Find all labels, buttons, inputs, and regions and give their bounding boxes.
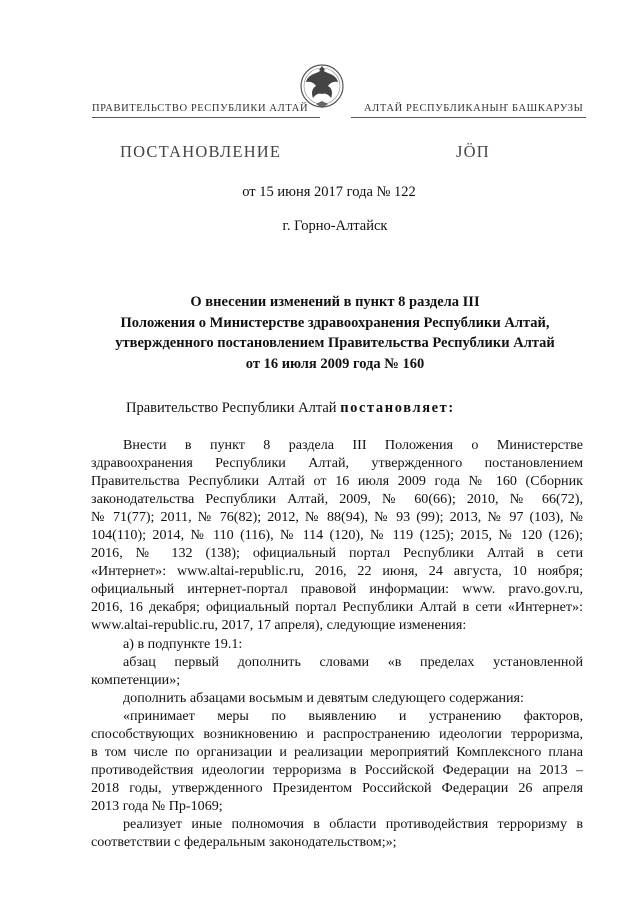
document-body [91, 436, 583, 851]
body-line: противодействия идеологии терроризма в Российской Федерации на 2013 – [91, 761, 583, 778]
document-place: г. Горно-Алтайск [282, 218, 388, 234]
body-line: Правительства Республики Алтай от 16 июля 2009 года № 160 (Сборник [91, 473, 583, 490]
preamble-emphasis: постановляет: [340, 400, 455, 416]
preamble-text: Правительство Республики Алтай [126, 400, 337, 416]
document-type-russian: ПОСТАНОВЛЕНИЕ [120, 142, 282, 161]
title-line: утвержденного постановлением Правительства Республики Алтай [115, 335, 555, 351]
body-line: 2016, № 132 (138); официальный портал Республики Алтай в сети [91, 545, 583, 562]
body-line: 2018 годы, утвержденного Президентом Российской Федерации 26 апреля [91, 779, 583, 796]
body-line: а) в подпункте 19.1: [123, 635, 243, 652]
org-name-altai: АЛТАЙ РЕСПУБЛИКАНЫҤ БАШКАРУЗЫ [364, 103, 584, 114]
body-line: www.altai-republic.ru, 2017, 17 апреля), следующие изменения: [91, 617, 467, 634]
body-line: абзац первый дополнить словами «в пределах установленной [123, 653, 583, 670]
document-type-altai: JӦП [456, 142, 490, 161]
preamble [126, 400, 455, 417]
body-line: реализует иные полномочия в области противодействия терроризму в [123, 815, 583, 832]
body-line: 2016, 16 декабря; официальный портал Республики Алтай в сети «Интернет»: [91, 599, 583, 616]
header-divider-right [351, 117, 586, 118]
body-line: официальный интернет-портал правовой информации: www. pravo.gov.ru, [91, 581, 583, 598]
body-line: законодательства Республики Алтай, 2009, № 60(66); 2010, № 66(72), [91, 491, 583, 508]
title-line: О внесении изменений в пункт 8 раздела III [190, 294, 480, 310]
body-line: № 71(77); 2011, № 76(82); 2012, № 88(94), № 93 (99); 2013, № 97 (103), № [91, 509, 583, 526]
body-line: 2013 года № Пр-1069; [91, 797, 223, 814]
body-line: «Интернет»: www.altai-republic.ru, 2016, 22 июня, 24 августа, 10 ноября; [91, 563, 583, 580]
body-line: дополнить абзацами восьмым и девятым следующего содержания: [123, 689, 524, 706]
document-title [95, 292, 575, 374]
title-line: Положения о Министерстве здравоохранения Республики Алтай, [120, 314, 550, 331]
org-name-russian: ПРАВИТЕЛЬСТВО РЕСПУБЛИКИ АЛТАЙ [92, 103, 309, 114]
document-date-number: от 15 июня 2017 года № 122 [242, 184, 416, 200]
body-line: 104(110); 2014, № 110 (116), № 114 (120), № 119 (125); 2015, № 120 (126); [91, 527, 583, 544]
body-line: соответствии с федеральным законодательством;»; [91, 834, 397, 851]
body-line: компетенции»; [91, 671, 181, 688]
title-line: от 16 июля 2009 года № 160 [245, 355, 425, 372]
body-line: здравоохранения Республики Алтай, утвержденного постановлением [91, 455, 583, 472]
body-line: Внести в пункт 8 раздела III Положения о Министерстве [123, 437, 583, 453]
body-line: «принимает меры по выявлению и устранению факторов, [123, 707, 583, 724]
body-line: способствующих возникновению и распространению идеологии терроризма, [91, 725, 583, 742]
header-divider-left [92, 117, 320, 118]
body-line: в том числе по организации и реализации мероприятий Комплексного плана [91, 743, 583, 760]
